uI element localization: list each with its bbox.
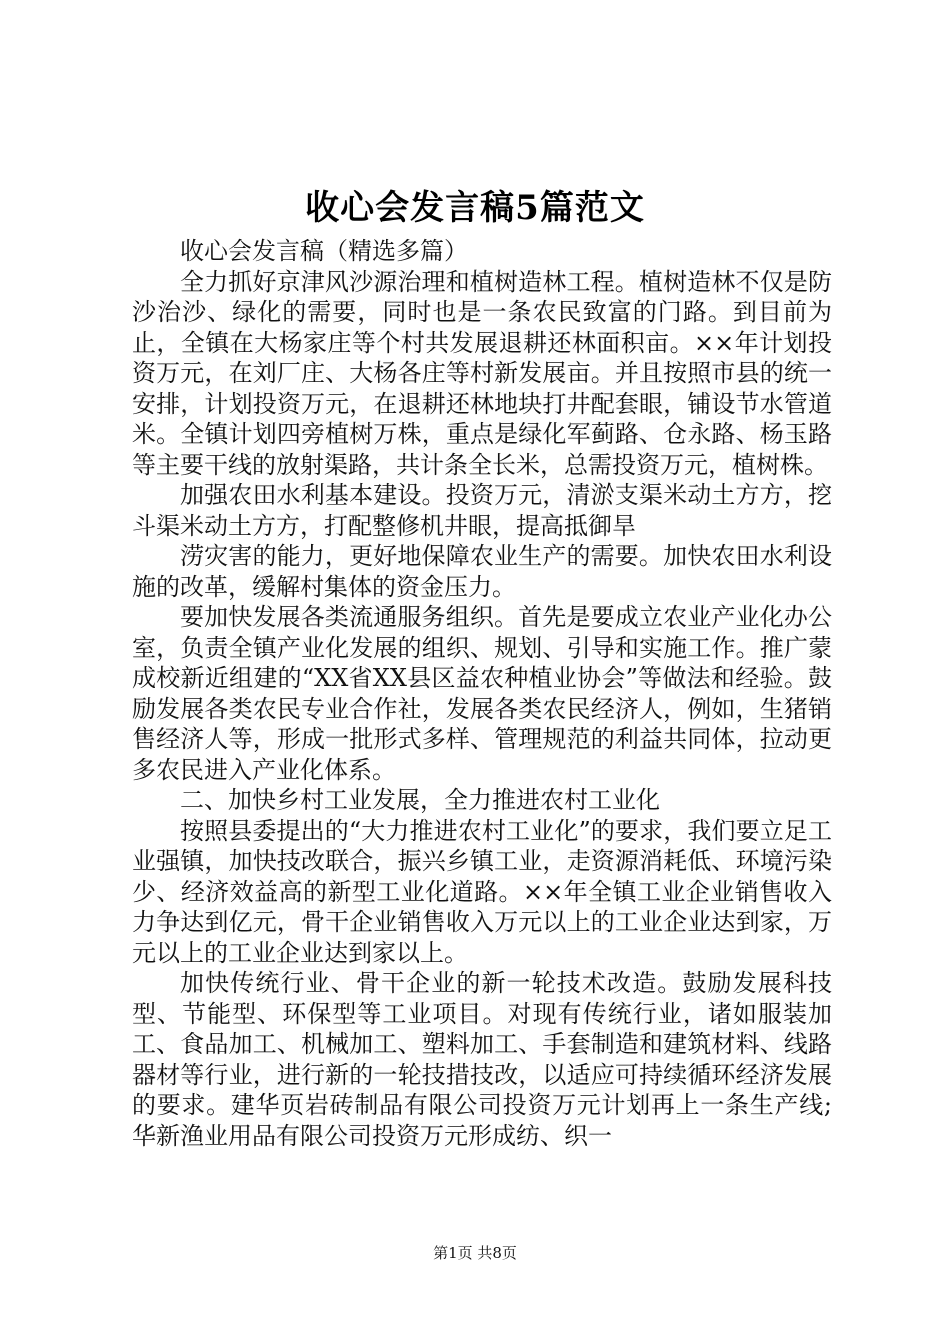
paragraph: 涝灾害的能力，更好地保障农业生产的需要。加快农田水利设施的改革，缓解村集体的资金压力。: [132, 542, 832, 601]
paragraph: 要加快发展各类流通服务组织。首先是要成立农业产业化办公室，负责全镇产业化发展的组织、规划、引导和实施工作。推广蒙成校新近组建的“XX省XX县区益农种植业协会”等做法和经验。鼓励发展各类农民专业合作社，发展各类农民经济人，例如，生猪销售经济人等，形成一批形式多样、管理规范的利益共同体，拉动更多农民进入产业化体系。: [132, 603, 832, 784]
paragraph: 加快传统行业、骨干企业的新一轮技术改造。鼓励发展科技型、节能型、环保型等工业项目。对现有传统行业，诸如服装加工、食品加工、机械加工、塑料加工、手套制造和建筑材料、线路器材等行业，进行新的一轮技措技改，以适应可持续循环经济发展的要求。建华页岩砖制品有限公司投资万元计划再上一条生产线;华新渔业用品有限公司投资万元形成纺、织一: [132, 969, 832, 1150]
paragraph-subtitle: 收心会发言稿（精选多篇）: [180, 237, 468, 265]
paragraph: 按照县委提出的“大力推进农村工业化”的要求，我们要立足工业强镇，加快技改联合，振兴乡镇工业，走资源消耗低、环境污染少、经济效益高的新型工业化道路。××年全镇工业企业销售收入力争达到亿元，骨干企业销售收入万元以上的工业企业达到家，万元以上的工业企业达到家以上。: [132, 816, 832, 967]
page-number-footer: 第1页 共8页: [433, 1244, 517, 1262]
paragraph: 全力抓好京津风沙源治理和植树造林工程。植树造林不仅是防沙治沙、绿化的需要，同时也是一条农民致富的门路。到目前为止，全镇在大杨家庄等个村共发展退耕还林面积亩。××年计划投资万元，在刘厂庄、大杨各庄等村新发展亩。并且按照市县的统一安排，计划投资万元，在退耕还林地块打井配套眼，铺设节水管道米。全镇计划四旁植树万株，重点是绿化军蓟路、仓永路、杨玉路等主要干线的放射渠路，共计条全长米，总需投资万元，植树株。: [132, 267, 832, 479]
document-body: [132, 236, 832, 1151]
document-title: 收心会发言稿5篇范文: [305, 188, 645, 228]
section-heading: 二、加快乡村工业发展，全力推进农村工业化: [180, 786, 660, 814]
paragraph: 加强农田水利基本建设。投资万元，清淤支渠米动土方方，挖斗渠米动土方方，打配整修机井眼，提高抵御旱: [132, 481, 832, 540]
